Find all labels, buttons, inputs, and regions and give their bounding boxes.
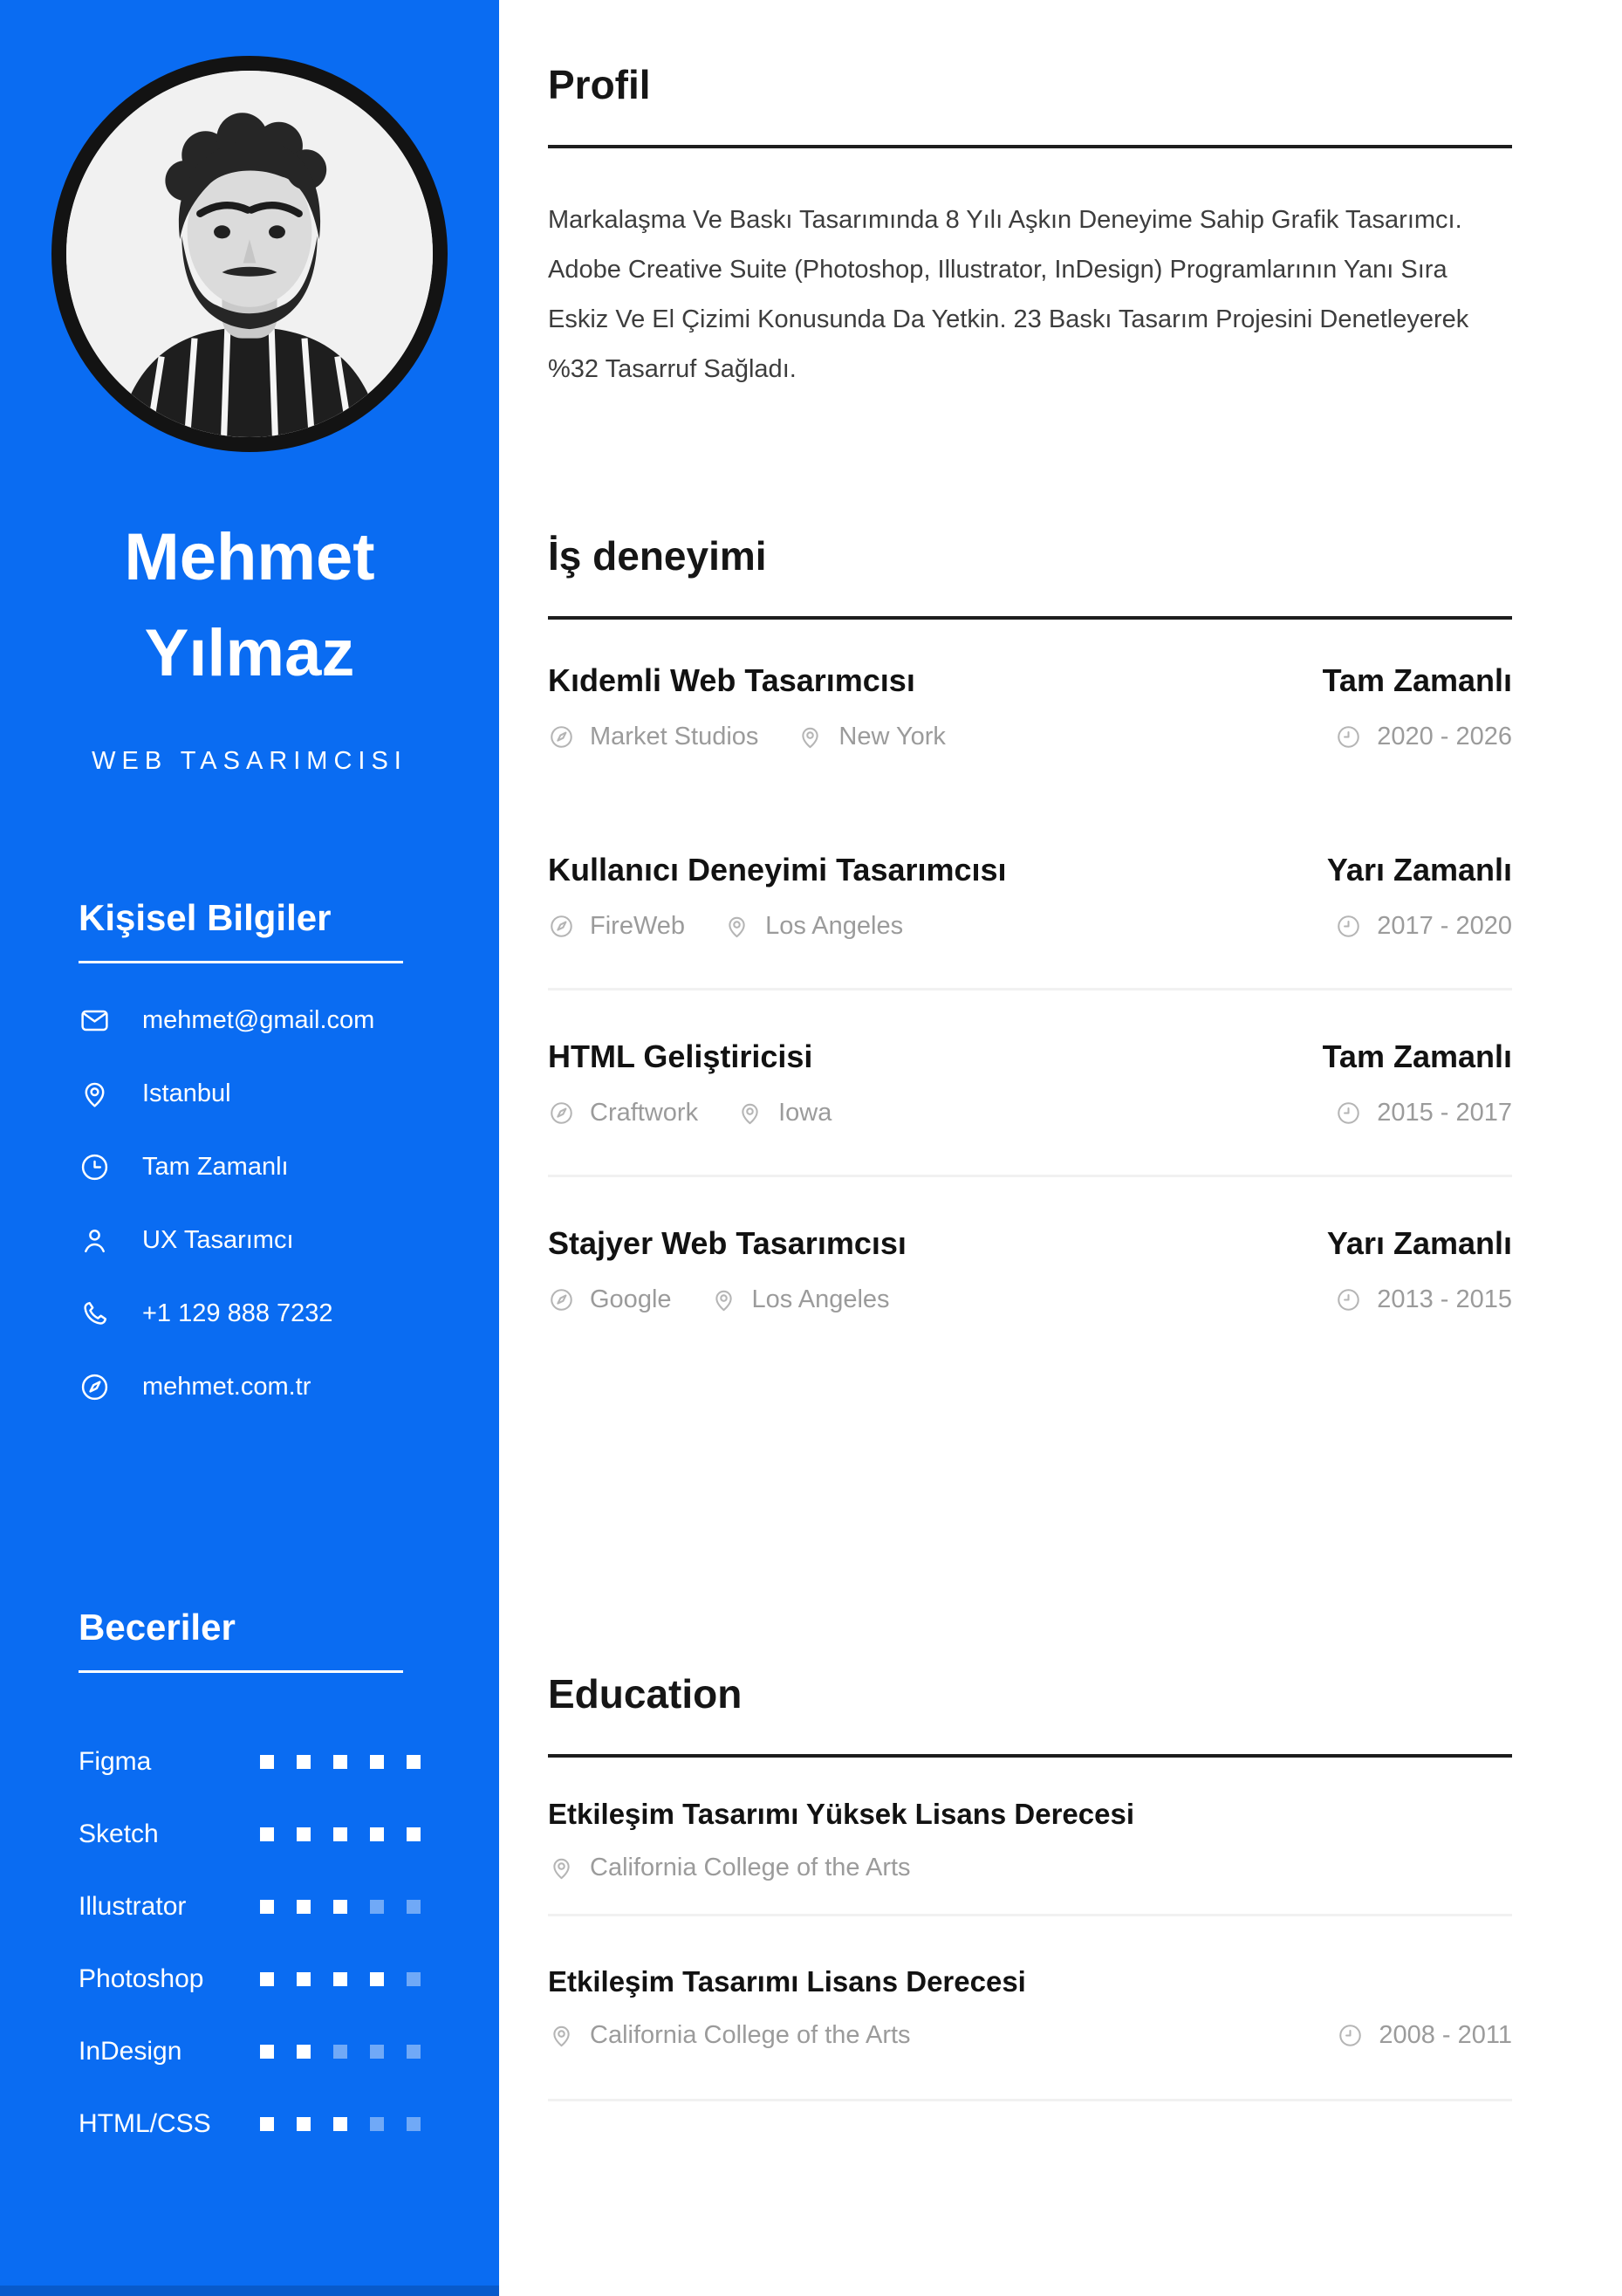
job-location xyxy=(736,1099,832,1127)
skill-level-dots xyxy=(260,1900,421,1914)
job-item xyxy=(548,662,1512,751)
job-sub xyxy=(548,1099,1512,1127)
divider xyxy=(548,988,1512,990)
job-type: Tam Zamanlı xyxy=(1322,662,1512,698)
job-title: Stajyer Web Tasarımcısı xyxy=(548,1225,907,1261)
education-section xyxy=(548,1670,1512,2101)
job-head xyxy=(548,1225,1512,1261)
profile-section-title: Profil xyxy=(548,62,651,107)
job-company xyxy=(548,723,758,751)
job-title: Kıdemli Web Tasarımcısı xyxy=(548,662,915,698)
contact-item-title xyxy=(79,1222,438,1258)
job-head xyxy=(548,1038,1512,1074)
job-location xyxy=(723,912,903,941)
job-dates xyxy=(1335,1285,1512,1314)
profile-summary: Markalaşma Ve Baskı Tasarımında 8 Yılı Aşkın Deneyime Sahip Grafik Tasarımcı. Adobe Creative Suite (Photoshop, Illustrator, InDesign) Programlarının Yanı Sıra Eskiz Ve El Çizimi Konusunda Da Yetkin. 23 Baskı Tasarım Projesini Denetleyerek %32 Tasarruf Sağladı. xyxy=(548,206,1469,383)
divider xyxy=(548,1914,1512,1916)
education-dates xyxy=(1337,2021,1512,2050)
skill-level-dots xyxy=(260,1827,421,1841)
skill-row xyxy=(79,1817,421,1852)
skill-label: Illustrator xyxy=(79,1892,187,1921)
job-company xyxy=(548,912,685,941)
skill-label: HTML/CSS xyxy=(79,2109,211,2138)
clock-icon xyxy=(1335,913,1362,940)
education-title: Etkileşim Tasarımı Yüksek Lisans Derecesi xyxy=(548,1798,1135,1830)
skills-title: Beceriler xyxy=(79,1607,236,1648)
skill-label: Sketch xyxy=(79,1820,159,1848)
contact-item-website xyxy=(79,1368,438,1405)
mail-icon xyxy=(79,1004,111,1037)
education-school-text: California College of the Arts xyxy=(590,2021,911,2049)
skill-label: Photoshop xyxy=(79,1964,204,1993)
location-icon xyxy=(548,1854,575,1881)
education-title: Etkileşim Tasarımı Lisans Derecesi xyxy=(548,1965,1026,1998)
candidate-role: WEB TASARIMCISI xyxy=(92,747,407,775)
divider xyxy=(548,1175,1512,1177)
clock-icon xyxy=(79,1151,111,1183)
clock-icon xyxy=(1335,723,1362,750)
contact-text: +1 129 888 7232 xyxy=(142,1299,333,1327)
job-sub xyxy=(548,1285,1512,1314)
education-sub xyxy=(548,1854,1512,1882)
job-title: HTML Geliştiricisi xyxy=(548,1038,813,1074)
main-content xyxy=(499,0,1622,2101)
sidebar-rule xyxy=(79,1670,403,1673)
job-dates-text: 2015 - 2017 xyxy=(1377,1099,1512,1127)
job-company-text: Craftwork xyxy=(590,1099,699,1127)
job-company-text: FireWeb xyxy=(590,912,686,940)
experience-section xyxy=(548,532,1512,1314)
sidebar-rule xyxy=(79,961,403,963)
skill-label: InDesign xyxy=(79,2037,182,2066)
job-item xyxy=(548,1038,1512,1127)
portrait-illustration xyxy=(66,71,433,437)
section-underline xyxy=(548,145,1512,148)
sidebar xyxy=(0,0,499,2296)
job-location-text: New York xyxy=(838,723,946,750)
location-icon xyxy=(710,1286,737,1313)
job-sub xyxy=(548,723,1512,751)
job-dates xyxy=(1335,1099,1512,1127)
location-icon xyxy=(548,2022,575,2049)
contact-list xyxy=(0,1002,499,1405)
skill-level-dots xyxy=(260,2117,421,2131)
education-school xyxy=(548,2021,911,2050)
profile-photo xyxy=(51,56,448,452)
job-location-text: Los Angeles xyxy=(765,912,904,940)
contact-text: UX Tasarımcı xyxy=(142,1225,294,1254)
education-dates-text: 2008 - 2011 xyxy=(1379,2021,1512,2049)
skill-row xyxy=(79,1889,421,1924)
section-underline xyxy=(548,1754,1512,1758)
name-line1: Mehmet xyxy=(124,520,375,594)
clock-icon xyxy=(1337,2022,1364,2049)
location-icon xyxy=(736,1100,763,1127)
divider xyxy=(548,2099,1512,2101)
skill-row xyxy=(79,2034,421,2069)
education-item xyxy=(548,1798,1512,1882)
clock-icon xyxy=(1335,1286,1362,1313)
job-head xyxy=(548,854,1512,886)
job-location xyxy=(797,723,946,751)
location-icon xyxy=(79,1078,111,1110)
skill-level-dots xyxy=(260,1755,421,1769)
job-title: Kullanıcı Deneyimi Tasarımcısı xyxy=(548,852,1007,888)
job-location xyxy=(710,1285,890,1314)
job-item xyxy=(548,854,1512,941)
contact-text: mehmet@gmail.com xyxy=(142,1005,375,1034)
education-school-text: California College of the Arts xyxy=(590,1854,911,1881)
skills-list xyxy=(79,1744,421,2142)
location-icon xyxy=(797,723,824,750)
compass-icon xyxy=(548,913,575,940)
job-dates-text: 2017 - 2020 xyxy=(1377,912,1512,940)
compass-icon xyxy=(548,1100,575,1127)
job-company xyxy=(548,1099,698,1127)
compass-icon xyxy=(548,1286,575,1313)
job-sub xyxy=(548,912,1512,941)
section-underline xyxy=(548,616,1512,620)
skill-level-dots xyxy=(260,2045,421,2059)
skill-row xyxy=(79,2107,421,2142)
contact-text: Tam Zamanlı xyxy=(142,1152,289,1181)
phone-icon xyxy=(79,1298,111,1330)
job-dates-text: 2013 - 2015 xyxy=(1377,1285,1512,1313)
job-head xyxy=(548,662,1512,698)
location-icon xyxy=(723,913,750,940)
education-item xyxy=(548,1965,1512,2050)
skill-row xyxy=(79,1744,421,1779)
contact-item-email xyxy=(79,1002,438,1038)
job-type: Yarı Zamanlı xyxy=(1326,852,1512,888)
compass-icon xyxy=(79,1371,111,1403)
contact-text: Istanbul xyxy=(142,1079,231,1107)
person-icon xyxy=(79,1224,111,1257)
job-location-text: Iowa xyxy=(778,1099,832,1127)
job-company-text: Market Studios xyxy=(590,723,759,750)
profile-section xyxy=(548,61,1512,394)
job-company-text: Google xyxy=(590,1285,672,1313)
candidate-name xyxy=(0,510,499,702)
name-line2: Yılmaz xyxy=(144,616,355,690)
contact-text: mehmet.com.tr xyxy=(142,1372,311,1401)
contact-item-location xyxy=(79,1075,438,1112)
clock-icon xyxy=(1335,1100,1362,1127)
job-dates-text: 2020 - 2026 xyxy=(1377,723,1512,750)
skill-row xyxy=(79,1962,421,1997)
personal-info-title: Kişisel Bilgiler xyxy=(79,897,332,938)
contact-item-worktype xyxy=(79,1148,438,1185)
compass-icon xyxy=(548,723,575,750)
job-dates xyxy=(1335,912,1512,941)
skill-level-dots xyxy=(260,1972,421,1986)
education-section-title: Education xyxy=(548,1671,743,1717)
experience-section-title: İş deneyimi xyxy=(548,533,767,579)
job-item xyxy=(548,1225,1512,1314)
job-dates xyxy=(1335,723,1512,751)
job-type: Tam Zamanlı xyxy=(1322,1038,1512,1074)
job-company xyxy=(548,1285,672,1314)
education-sub xyxy=(548,2021,1512,2050)
skill-label: Figma xyxy=(79,1747,152,1776)
education-school xyxy=(548,1854,911,1882)
job-location-text: Los Angeles xyxy=(751,1285,890,1313)
contact-item-phone xyxy=(79,1295,438,1332)
job-type: Yarı Zamanlı xyxy=(1326,1225,1512,1261)
